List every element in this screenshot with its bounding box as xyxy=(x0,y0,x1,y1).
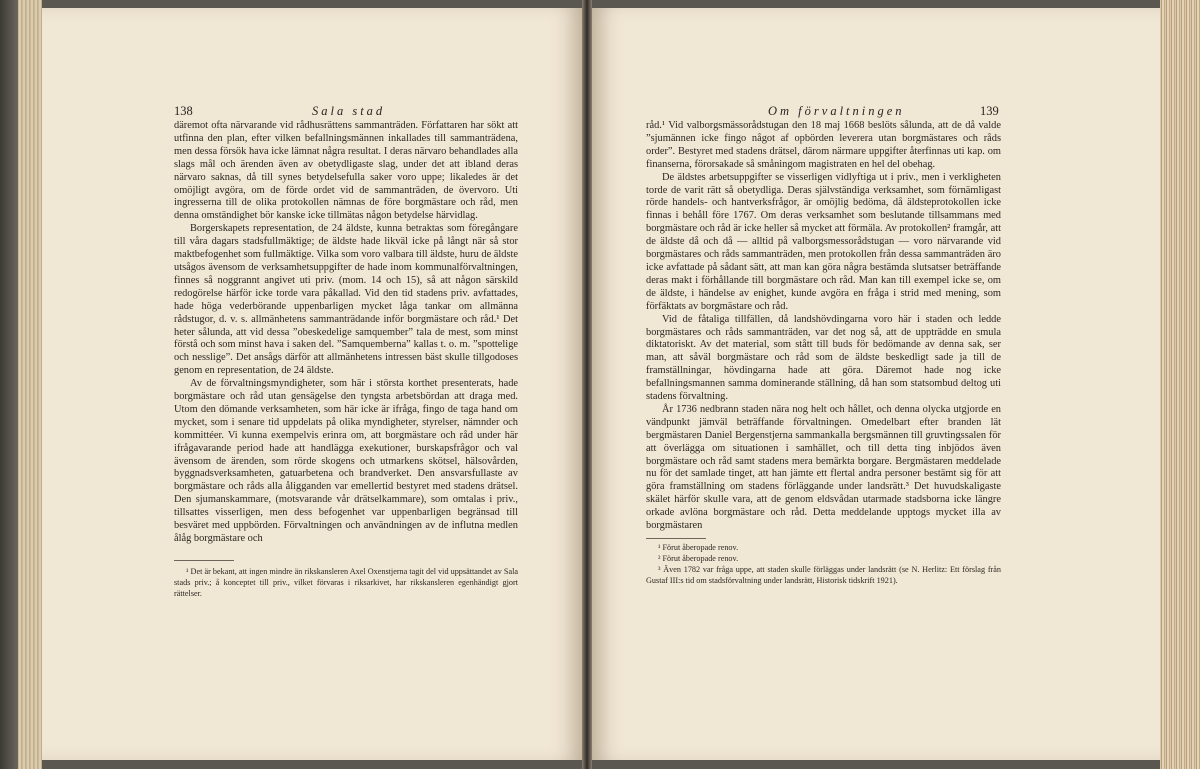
footnote-rule xyxy=(174,560,234,561)
paragraph: däremot ofta närvarande vid rådhusrättens sammanträden. Författaren har sökt att utfinna den plan, efter vilken befallningsmännen inkallades till sammanträdena, men dessa försök hava icke lämnat några resultat. I deras närvaro behandlades alla slags mål och ärenden även av obetydligaste slag, under det att ibland deras närvaro saknas, då till synes betydelsefulla saker voro uppe; likaledes är det omöjligt avgöra, om de förde ordet vid de sammanträden, de övervoro. Uti ingresserna till de olika protokollen nämnas de före borgmästare och råd, men denna omständighet bör kanske icke tillmätas någon betydelse härvidlag. xyxy=(174,120,518,222)
right-page xyxy=(592,8,1160,760)
paragraph: Av de förvaltningsmyndigheter, som här i största korthet presenterats, hade borgmästare och råd utan gensägelse den tyngsta arbetsbördan att draga med. Utom den dömande verksamheten, som här icke är ifråga, fingo de taga hand om mycket, som i senare tid uppdelats på olika myndigheter, styrelser, nämnder och kommittéer. Vi kunna exempelvis erinra om, att borgmästare och råd under här ifrågavarande period hade att handlägga exekutioner, burskapsfrågor och val ävensom de ärenden, som rörde skogens och utmarkens skötsel, hälsovården, byggnadsverksamheten, gatuarbetena och brandverket. Den ansvarsfullaste av borgmästare och råds alla åligganden var emellertid bestyret med stadens drätsel. Den sjumanskammare, (motsvarande vår drätselkammare), som omtalas i priv., tillsattes visserligen, men dess befogenhet var uppenbarligen begränsad till besväret med uppbörden. Förvaltningen och användningen av de influtna medlen ålåg borgmästare och xyxy=(174,378,518,544)
left-running-head: Sala stad xyxy=(312,104,386,118)
paragraph: År 1736 nedbrann staden nära nog helt och hållet, och denna olycka utgjorde en vändpunkt jämväl beträffande förvaltningen. Omedelbart efter branden lät bergmästaren Daniel Bergenstjerna sammankalla bergsmännen till gruvtingssalen för att överlägga om situationen i samhället, och till detta ting inbjödos även borgmästare och råd samt stadens mera bemärkta borgare. Bergmästaren meddelade nu för det samlade tinget, att han jämte ett flertal andra personer bestämt sig för att göra framställning om stadens förläggande under landsrätt.³ Det huvudskaligaste skälet härför skulle vara, att de genom eldsvådan utarmade stadsborna icke längre orkade avlöna borgmästare och råd. Detta meddelande upptogs mycket illa av borgmästaren xyxy=(646,403,1001,532)
right-page-edges xyxy=(1160,0,1200,769)
background xyxy=(0,0,18,769)
right-body-text xyxy=(646,120,1001,533)
paragraph: De äldstes arbetsuppgifter se visserligen vidlyftiga ut i priv., men i verkligheten torde de varit rätt så obetydliga. Deras självständiga verksamhet, som förnämligast rörde handels- och hantverksfrågor, är omöjlig bedöma, då äldsteprotokollen icke finnas i behåll före 1767. Om deras verksamhet som beslutande tillsammans med borgmästare och råd är icke heller så mycket att förmäla. Av protokollen² framgår, att de äldste då och då — alltid på valborgsmessorådstugan — voro närvarande vid borgmästares och råds sammanträden, men protokollen från dessa sammanträden äro icke avfattade på sådant sätt, att man kan göra några bestämda slutsatser beträffande deras makt i förhållande till borgmästare och råd. Man kan till exempel icke se, om de äldste, i händelse av enighet, kunde avgöra en fråga i strid med mening, som förfäktats av borgmästare och råd. xyxy=(646,171,1001,312)
footnote: ¹ Förut åberopade renov. xyxy=(658,543,739,552)
footnote-rule xyxy=(646,538,706,539)
left-page-edges xyxy=(18,0,42,769)
paragraph: råd.¹ Vid valborgsmässorådstugan den 18 maj 1668 beslöts sålunda, att de då valde ”sjumännen icke fingo något af opbörden leverera utan borgmästares och råds order”. Bestyret med stadens drätsel, därom närmare uppgifter återfinnas uti kap. om finanserna, förorsakade så småningom magistraten en hel del obehag. xyxy=(646,120,1001,170)
footnote: ¹ Det är bekant, att ingen mindre än rikskansleren Axel Oxenstjerna tagit del vid uppsättandet av Sala stads priv.; å konceptet till priv., vilket förvaras i riksarkivet, har rikskansleren egenhändigt gjort rättelser. xyxy=(174,567,518,598)
left-page xyxy=(42,8,582,760)
right-running-head: Om förvaltningen xyxy=(768,104,905,118)
left-page-number: 138 xyxy=(174,104,193,118)
left-footnotes xyxy=(174,566,518,599)
paragraph: Borgerskapets representation, de 24 äldste, kunna betraktas som föregångare till våra dagars stadsfullmäktige; de äldste hade likväl icke på långt när så stor maktbefogenhet som fullmäktige. Vilka som voro valbara till äldste, huru de äldste utsågos ävensom de verksamhetsuppgifter de hade inom kommunalförvaltningen, finnes så noggrannt angivet uti priv. (mom. 14 och 15), så att någon särskild redogörelse härför icke torde vara påkallad. Vid den tid stadens priv. avfattades, hade höga vederbörande uppenbarligen mycket låga tankar om allmänna rådstugor, d. v. s. allmänhetens sammanträdande inför borgmästare och råd.¹ Det heter sålunda, att vid dessa ”obeskedelige samquember” tala de mest, som minst förstå och som minst hava i saken del. ”Samquemberna” kallas t. o. m. ”spottelige och nesslige”. Det ansågs därför att allmänhetens intressen bäst skulle tillgodoses genom en representation, de 24 äldste. xyxy=(174,223,519,377)
footnote: ³ Även 1782 var fråga uppe, att staden skulle förläggas under landsrätt (se N. Herlitz: Ett förslag från Gustaf III:s tid om stadsförvaltning under landsrätt, Historisk tidskrift 1921). xyxy=(646,565,1001,585)
right-page-number: 139 xyxy=(980,104,999,118)
right-footnotes xyxy=(646,542,1001,586)
left-body-text xyxy=(174,120,518,546)
paragraph: Vid de fåtaliga tillfällen, då landshövdingarna voro här i staden och ledde borgmästares och råds sammanträden, var det nog så, att de uppträdde en smula diktatoriskt. Av det material, som stått till buds för bedömande av denna sak, ser man, att såväl borgmästare och råd som de äldste beskedligt sade ja till de framställningar, hövdingarna hade att göra. Däremot hade nog icke befallningsmannen samma dominerande ställning, då han som statsombud deltog uti stadens förvaltning. xyxy=(646,313,1001,403)
footnote: ² Förut åberopade renov. xyxy=(658,554,739,563)
gutter xyxy=(582,0,592,769)
